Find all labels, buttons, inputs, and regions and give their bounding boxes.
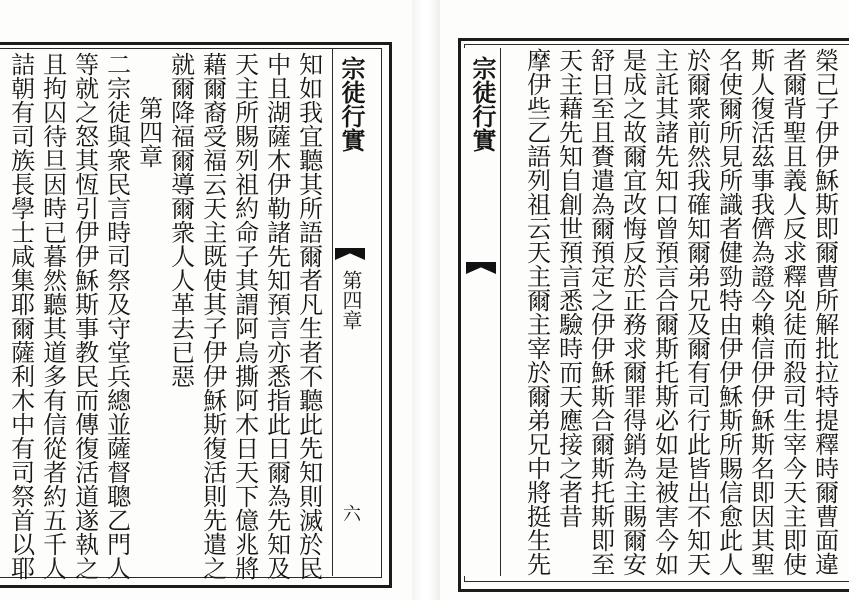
left-text-column-5: 就爾降福爾導爾衆人人革去已惡 (166, 52, 195, 388)
right-text-column-1: 榮己子伊伊穌斯即爾曹所解批拉特提釋時爾曹面違 (810, 48, 839, 576)
right-text-column-2: 者爾背聖且義人反求釋兇徒而殺司生宰今天主即使 (778, 48, 807, 576)
band-chapter-label: 第四章 (339, 270, 363, 330)
right-text-column-3: 斯人復活茲事我儕為證今賴信伊伊穌斯名即因其聖 (746, 48, 775, 576)
left-text-column-9: 且拘囚待旦因時已暮然聽其道多有信從者約五千人 (38, 52, 67, 580)
right-text-column-9: 天主藉先知自創世預言悉驗時而天應接之者昔 (554, 48, 583, 528)
left-page (0, 0, 412, 600)
right-page (440, 0, 849, 600)
right-page-band (464, 48, 501, 576)
right-text-column-6: 主託其諸先知口曾預言合爾斯托斯必如是被害今如 (650, 48, 679, 576)
left-text-column-10: 詰朝有司族長學士咸集耶爾薩利木中有司祭首以耶 (6, 52, 35, 580)
page-number: 六 (340, 504, 361, 522)
book-gutter (412, 0, 440, 600)
right-text-column-5: 於爾衆前然我確知爾弟兄及爾有司行此皆出不知天 (682, 48, 711, 576)
left-text-column-2: 中且湖薩木伊勒諸先知預言亦悉指此日爾為先知及 (262, 52, 291, 580)
chapter-heading: 第四章 (134, 96, 163, 168)
fish-tail-mark-right (466, 262, 496, 274)
left-text-column-8: 等就之怒其恆引伊伊穌斯事教民而傳復活道遂執之 (70, 52, 99, 580)
left-text-column-7: 二宗徒與衆民言時司祭及守堂兵總並薩督聰乙門人 (102, 52, 131, 580)
left-page-band (332, 48, 369, 576)
left-text-column-1: 知如我宜聽其所語爾者凡生者不聽此先知則滅於民 (294, 52, 323, 580)
left-text-column-4: 藉爾裔受福云天主既使其子伊伊穌斯復活則先遣之 (198, 52, 227, 580)
fish-tail-mark (335, 248, 365, 260)
right-text-column-7: 是成之故爾宜改悔反於正務求爾罪得銷為主賜爾安 (618, 48, 647, 576)
left-text-column-3: 天主所賜列祖約命子其謂阿烏撕阿木日天下億兆將 (230, 52, 259, 580)
book-title: 宗徒行實 (337, 56, 366, 152)
book-title-right: 宗徒行實 (468, 56, 497, 152)
right-text-column-8: 舒日至且賚遣為爾預定之伊伊穌斯合爾斯托斯即至 (586, 48, 615, 576)
right-text-column-10: 摩伊些乙語列祖云天主爾主宰於爾弟兄中將挺生先 (522, 48, 551, 576)
right-text-column-4: 名使爾所見所識者健勁特由伊伊穌斯所賜信愈此人 (714, 48, 743, 576)
